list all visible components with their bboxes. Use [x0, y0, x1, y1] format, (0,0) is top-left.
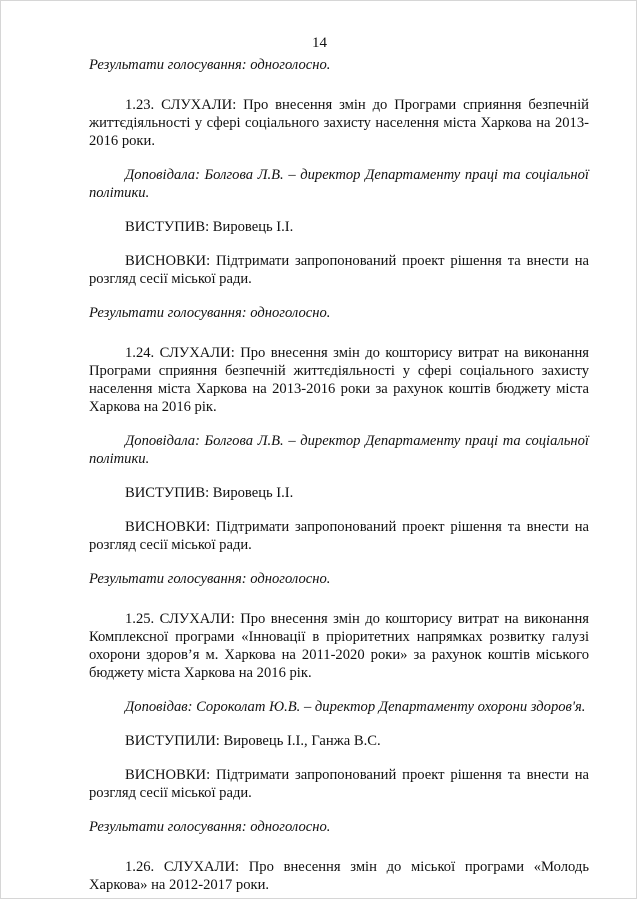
reporter-paragraph: Доповідала: Болгова Л.В. – директор Департаменту праці та соціальної політики. [89, 167, 589, 201]
agenda-item [89, 96, 589, 322]
heard-paragraph: 1.26. СЛУХАЛИ: Про внесення змін до міської програми «Молодь Харкова» на 2012-2017 роки. [89, 859, 589, 893]
heard-paragraph: 1.23. СЛУХАЛИ: Про внесення змін до Програми сприяння безпечній життєдіяльності у сфері соціального захисту населення міста Харкова на 2013-2016 роки. [89, 97, 589, 149]
speakers-paragraph: ВИСТУПИВ: Вировець І.І. [125, 219, 294, 235]
reporter-paragraph: Доповідав: Сороколат Ю.В. – директор Департаменту охорони здоров'я. [125, 699, 586, 715]
page-number: 14 [312, 35, 327, 51]
reporter-paragraph: Доповідала: Болгова Л.В. – директор Департаменту праці та соціальної політики. [89, 433, 589, 467]
voting-result: Результати голосування: одноголосно. [89, 819, 331, 835]
voting-result: Результати голосування: одноголосно. [89, 305, 331, 321]
heard-paragraph: 1.24. СЛУХАЛИ: Про внесення змін до кошторису витрат на виконання Програми сприяння безпечній життєдіяльності у сфері соціального захисту населення міста Харкова на 2013-2016 роки за рахунок коштів бюджету міста Харкова на 2016 рік. [89, 345, 589, 415]
conclusions-paragraph: ВИСНОВКИ: Підтримати запропонований проект рішення та внести на розгляд сесії міської ради. [89, 767, 589, 801]
conclusions-paragraph: ВИСНОВКИ: Підтримати запропонований проект рішення та внести на розгляд сесії міської ради. [89, 253, 589, 287]
agenda-item [89, 858, 589, 894]
conclusions-paragraph: ВИСНОВКИ: Підтримати запропонований проект рішення та внести на розгляд сесії міської ради. [89, 519, 589, 553]
speakers-paragraph: ВИСТУПИВ: Вировець І.І. [125, 485, 294, 501]
voting-result: Результати голосування: одноголосно. [89, 57, 331, 73]
speakers-paragraph: ВИСТУПИЛИ: Вировець І.І., Ганжа В.С. [125, 733, 381, 749]
voting-result: Результати голосування: одноголосно. [89, 571, 331, 587]
document-body [89, 56, 589, 894]
agenda-item [89, 610, 589, 836]
heard-paragraph: 1.25. СЛУХАЛИ: Про внесення змін до кошторису витрат на виконання Комплексної програми «Інновації в пріоритетних напрямках розвитку галузі охорони здоров’я м. Харкова на 2011-2020 роки» за рахунок коштів міського бюджету міста Харкова на 2016 рік. [89, 611, 589, 681]
agenda-item [89, 344, 589, 588]
